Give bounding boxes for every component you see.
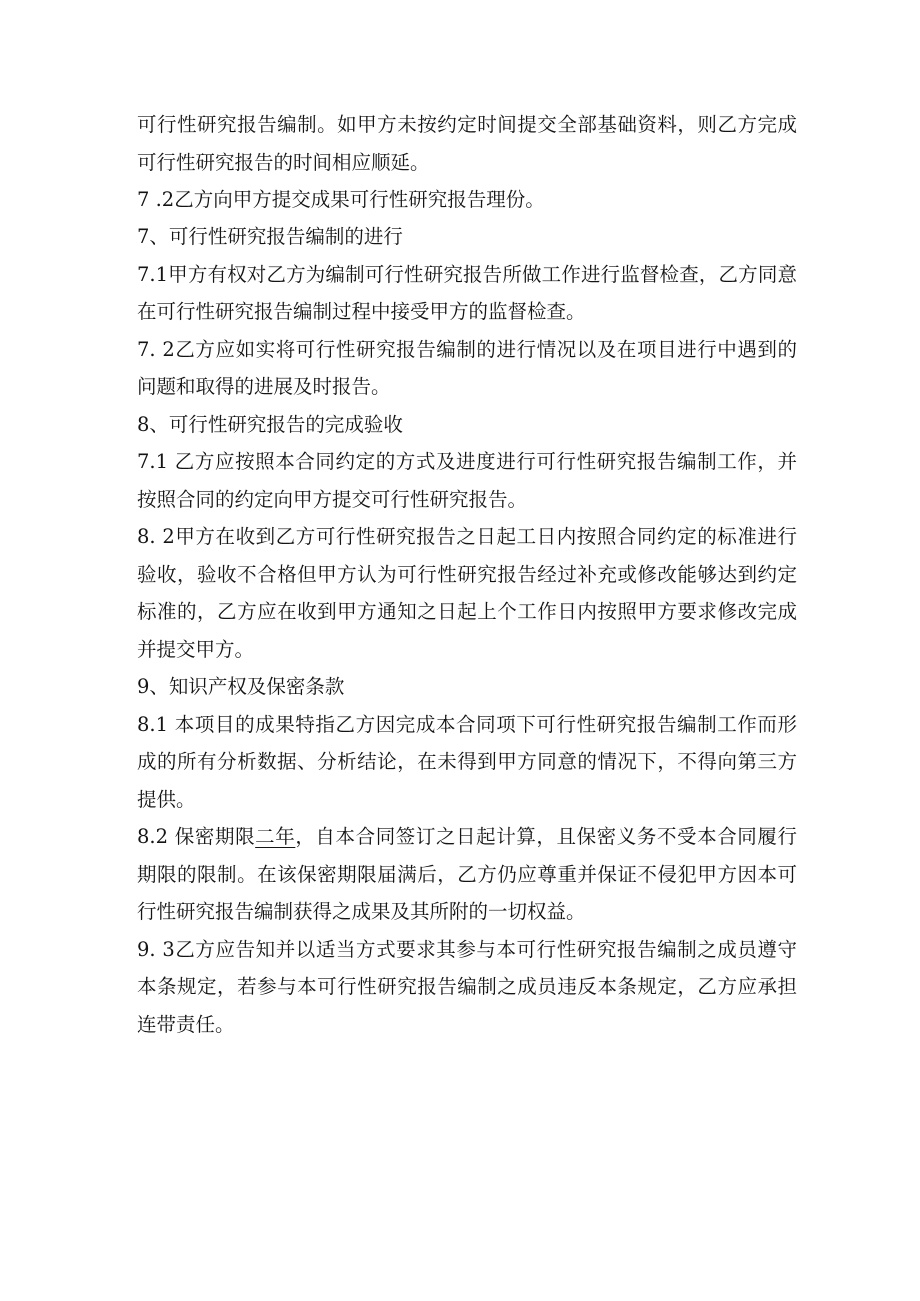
clause-8-2-before: 8.2 保密期限 <box>137 825 256 848</box>
document-body <box>137 106 797 1043</box>
clause-8-1-results: 8.1 本项目的成果特指乙方因完成本合同项下可行性研究报告编制工作而形成的所有分析数据、分析结论，在未得到甲方同意的情况下，不得向第三方提供。 <box>137 712 797 811</box>
clause-7-2: 7 .2乙方向甲方提交成果可行性研究报告理份。 <box>137 187 545 211</box>
clause-8-2-confidentiality <box>137 818 797 931</box>
clause-8-2-acceptance: 8. 2甲方在收到乙方可行性研究报告之日起工日内按照合同约定的标准进行验收，验收不合格但甲方认为可行性研究报告经过补充或修改能够达到约定标准的，乙方应在收到甲方通知之日起上个工作日内按照甲方要求修改完成并提交甲方。 <box>137 525 797 661</box>
section-heading-9: 9、知识产权及保密条款 <box>137 675 345 698</box>
clause-7-2-reporting: 7. 2乙方应如实将可行性研究报告编制的进行情况以及在项目进行中遇到的问题和取得的进展及时报告。 <box>137 337 797 398</box>
clause-7-1-supervision: 7.1甲方有权对乙方为编制可行性研究报告所做工作进行监督检查，乙方同意在可行性研究报告编制过程中接受甲方的监督检查。 <box>137 262 797 323</box>
clause-8-2-after: ，自本合同签订之日起计算，且保密义务不受本合同履行期限的限制。在该保密期限届满后，乙方仍应尊重并保证不侵犯甲方因本可行性研究报告编制获得之成果及其所附的一切权益。 <box>137 825 797 923</box>
section-heading-7: 7、可行性研究报告编制的进行 <box>137 225 403 248</box>
confidentiality-term: 二年 <box>255 825 296 848</box>
section-heading-8: 8、可行性研究报告的完成验收 <box>137 412 403 436</box>
clause-7-1-acceptance: 7.1 乙方应按照本合同约定的方式及进度进行可行性研究报告编制工作，并按照合同的约定向甲方提交可行性研究报告。 <box>137 450 797 511</box>
clause-9-3-members: 9. 3乙方应告知并以适当方式要求其参与本可行性研究报告编制之成员遵守本条规定，若参与本可行性研究报告编制之成员违反本条规定，乙方应承担连带责任。 <box>137 937 797 1036</box>
paragraph-continuation: 可行性研究报告编制。如甲方未按约定时间提交全部基础资料，则乙方完成可行性研究报告的时间相应顺延。 <box>137 113 797 174</box>
